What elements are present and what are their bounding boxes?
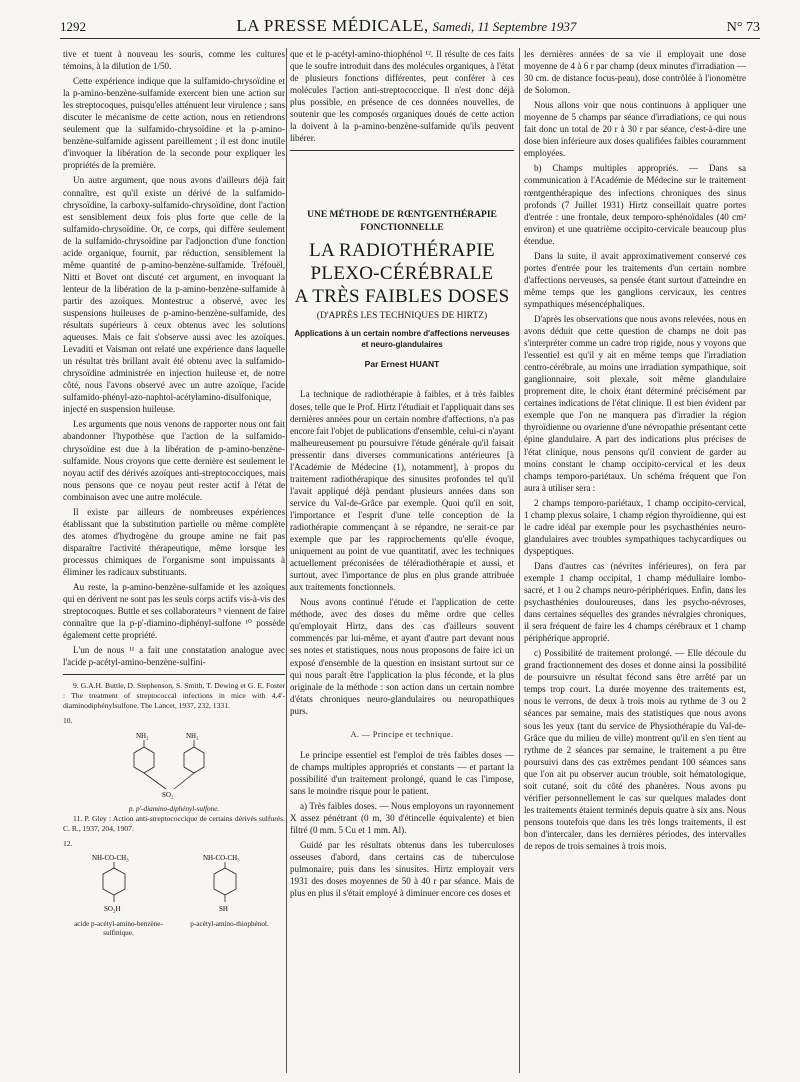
so2h-label: SO₂H <box>103 905 120 914</box>
title-line: PLEXO-CÉRÉBRALE <box>310 263 494 285</box>
byline: Par Ernest HUANT <box>364 359 440 370</box>
paragraph: que et le p-acétyl-amino-thiophénol ¹². Il résulte de ces faits que le soufre introduit dans des molécules organiques, à l'état de plusieurs fonctions différentes, peut conférer à ces molécules l'action anti-streptococcique. Il n'est donc déjà plus possible, en présence de ces données nouvelles, de soutenir que les composés organiques doués de cette action la doivent à la p-amino-benzène-sulfamide qu'ils peuvent libérer. <box>290 49 514 144</box>
formula-captions <box>63 920 285 938</box>
paragraph: Guidé par les résultats obtenus dans les tuberculoses osseuses d'abord, dans certains cas de tuberculose pulmonaire, puis dans les sinusites. Hirtz employait vers 1931 des doses moyennes de 50 à 40 r par séance. Mais de plus en plus il s'était employé à diminuer encore ces doses et <box>290 840 514 899</box>
footnote-10 <box>63 714 285 814</box>
paragraph: a) Très faibles doses. — Nous employons un rayonnement X assez pénétrant (0 m, 30 d'étincelle équivalente) et bien filtré (0 mm. 5 Cu et 1 mm. Al). <box>290 800 514 836</box>
column-rule <box>519 48 520 1073</box>
paragraph: Nous avons continué l'étude et l'application de cette méthode, avec des doses du même ordre que celles qu'employait Hirtz, dans des cas d'ailleurs souvent commencés par lui-même, et ayant d'autre part devant nous ses notes et statistiques, nous nous proposons de faire ici un exposé d'ensemble de la question en insistant surtout sur ce qui nous paraît être l'application la plus féconde, et la plus originale de la méthode : son action dans un certain nombre d'états chroniques neuro-glandulaires ou neuropathiques purs. <box>290 597 514 716</box>
sh-label: SH <box>218 905 228 914</box>
paragraph: les dernières années de sa vie il employait une dose moyenne de 4 à 6 r par champ (deux minutes d'irradiation — 30 cm. de distance focus-peau), dose contrôlée à l'ionomètre de Solomon. <box>524 49 746 96</box>
paragraph: Un autre argument, que nous avons d'ailleurs déjà fait connaître, est qu'il existe un dérivé de la sulfamido-chrysoïdine, la carboxy-sulfamido-chrysoïdine, dont l'action est sensiblement deux fois plus forte que celle de la sulfamido-chrysoïdine. Or, ce corps, qui diffère seulement de la sulfamido-chrysoïdine par l'adjonction d'une fonction acide organique, fournit, par réduction, sensiblement la même quantité de p-amino-benzène-sulfamide. Tréfouël, Nitti et Bovet ont discuté cet argument, en invoquant la lenteur de la libération de la p-amino-benzène-sulfamide à partir des azoïques. Montestruc a observé, avec les suspensions huileuses de p-amino-benzène-sulfamide, des résultats supérieurs à ceux obtenus avec les solutions aqueuses. Mais ce fait s'observe aussi avec les azoïques. Levaditi et Vaisman ont relaté une expérience dans laquelle un résultat très brillant avait été obtenu avec la sulfamido-chrysoïdine administrée en injection huileuse et, de notre côté, nous l'avons observé avec un autre azoïque, l'acide sulfamido-phényl-azo-naphtol-acétylamino-disulfonique, injecté en suspension huileuse. <box>63 175 285 415</box>
paragraph: Il existe par ailleurs de nombreuses expériences établissant que la substitution partielle ou même complète des atomes d'hydrogène du groupe amine ne fait pas disparaître l'activité thérapeutique, même lorsque les processus chimiques de l'organisme sont impuissants à éliminer les radicaux substituants. <box>63 506 285 577</box>
chemical-structure-icon <box>185 852 275 918</box>
formula-caption: p. p'-diamino-diphényl-sulfone. <box>128 805 220 814</box>
structural-formula-diaminodiphenylsulfone <box>63 729 285 803</box>
nhcoch3-label: NH-CO-CH₃ <box>91 854 129 863</box>
paragraph: tive et tuent à nouveau les souris, comme les cultures témoins, à la dilution de 1/50. <box>63 49 285 72</box>
nh2-label: NH₂ <box>186 732 199 741</box>
issue-number: N° 73 <box>726 20 760 35</box>
article-kicker: UNE MÉTHODE DE RŒNTGENTHÉRAPIE FONCTIONNELLE <box>307 210 497 234</box>
footnote-number: 10. <box>63 716 73 726</box>
title-line: A TRÈS FAIBLES DOSES <box>294 286 510 308</box>
nh2-label: NH₂ <box>136 732 149 741</box>
column-left <box>63 48 285 1073</box>
paragraph: Le principe essentiel est l'emploi de très faibles doses — de champs multiples appropriés et constants — et partant la possibilité d'un traitement prolongé, quand le cas l'impose, sans le moindre risque pour le patient. <box>290 749 514 796</box>
page-header <box>60 16 760 39</box>
article-title <box>290 239 514 308</box>
paragraph: Cette expérience indique que la sulfamido-chrysoïdine et la p-amino-benzène-sulfamide exercent bien une action sur les streptocoques, puisqu'elles atténuent leur virulence ; sans discuter le mécanisme de cette action, nous en retiendrons seulement que la sulfamido-chrysoïdine et la p-amino-benzène-sulfamide agissent pareillement ; il est donc inutile d'invoquer la libération de la seconde pour expliquer les propriétés de la première. <box>63 76 285 171</box>
nhcoch3-label: NH-CO-CH₃ <box>202 854 240 863</box>
section-heading: A. — Principe et technique. <box>350 729 454 739</box>
paragraph: D'après les observations que nous avons relevées, nous en avons déduit que cette question de champs ne doit pas s'interpréter comme un cadre trop rigide, nous y voyons que l'essentiel est qu'il y ait en même temps que l'irradiation centro-cérébrale, au moins une irradiation sympathique, soit ganglionnaire, soit plexale, soit même glandulaire proprement dite, le choix étant déterminé précisément par certaines indications de l'état clinique. Il est bien évident par exemple que l'on ne manquera pas d'irradier la région thyroïdienne ou ovarienne d'une névropathie présentant cette épine glandulaire. A part des indications plus précises de l'état clinique, nous pensons qu'il convient de garder au moins constant le champ occipito-cervical et les deux champs temporo-pariétaux. Un schéma fréquent que l'on aura à utiliser sera : <box>524 313 746 493</box>
chemical-structure-icon <box>114 729 234 803</box>
column-right <box>524 48 746 1073</box>
issue-date: Samedi, 11 Septembre 1937 <box>432 19 577 34</box>
paragraph: Dans la suite, il avait approximativement conservé ces portes d'entrée pour les traitements d'un certain nombre d'affections nerveuses, sa pensée étant surtout d'atteindre en même temps que les ganglions cervicaux, les centres sympathiques mésencéphaliques. <box>524 250 746 309</box>
footnote-12 <box>63 837 285 938</box>
paragraph: c) Possibilité de traitement prolongé. — Elle découle du grand fractionnement des doses et donne ainsi la possibilité de poursuivre un résultat fécond sans être arrêté par un temps trop court. La durée moyenne des traitements est, nous le verrons, de deux à trois mois au rythme de 3 ou 2 séances par semaine, mais des statistiques que nous avons sous les yeux (tant du service de Physiothérapie du Val-de-Grâce que du milieu de ville) montrent qu'il en s'en tient au rythme de 2 séances par semaine, le traitement a pu être poursuivi dans des cas extrêmes pendant 100 séances sans que l'on ait pu observer aucun trouble, soit hématologique, soit cutané, soit du côté des phanères. Nous avons pu vérifier personnellement le cas sur quelques malades dont les traitements étaient terminés depuis quatre à six ans. Nous pensons toutefois que dans les très longs traitements, il est bon d'intercaler, dans les dernières périodes, des intervalles de repos de trois semaines à trois mois. <box>524 648 746 851</box>
paragraph: Les arguments que nous venons de rapporter nous ont fait abandonner l'hypothèse que l'action de la sulfamido-chrysoïdine est due à la libération de p-amino-benzène-sulfamide. Nous croyons que cette dernière est seulement le noyau actif des dérivés azoïques anti-streptococciques, mais nous pensons que ce noyau peut rester actif à l'état de combinaison avec une autre molécule. <box>63 419 285 502</box>
paragraph: b) Champs multiples appropriés. — Dans sa communication à l'Académie de Médecine sur le traitement rœntgenthérapique des infections chroniques des sinus profonds (7 Juillet 1931) Hirtz conseillait quatre portes d'entrée : une frontale, deux temporo-sphénoïdales (40 cm² environ) et une quatrième occipito-cervicale beaucoup plus étendue. <box>524 163 746 246</box>
paragraph: 2 champs temporo-pariétaux, 1 champ occipito-cervical, 1 champ plexus solaire, 1 champ région thyroïdienne, qui est le cadre idéal par exemple pour les psychasthénies neuro-glandulaires avec troubles sympathiques tachycardiques ou dyspeptiques. <box>524 497 746 556</box>
paragraph: Nous allons voir que nous continuons à appliquer une moyenne de 5 champs par séance d'irradiations, ce qui nous fait donc un total de 20 r à 30 r par séance, c'est-à-dire une dose bien inférieure aux doses qualifiées faibles couramment employées. <box>524 100 746 159</box>
paragraph: L'un de nous ¹¹ a fait une constatation analogue avec l'acide p-acétyl-amino-benzène-sulfini- <box>63 645 285 668</box>
article-deck: Applications à un certain nombre d'affections nerveuses et neuro-glandulaires <box>294 329 510 350</box>
chemical-structure-icon <box>74 852 164 918</box>
paragraph: Dans d'autres cas (névrites inférieures), on fera par exemple 1 champ occipital, 1 champ médullaire lombo-sacré, et 1 ou 2 champs neuro-périphériques. Enfin, dans les psychasthénies douloureuses, dans les psycho-névroses, dans certaines séquelles des grandes névralgies chroniques, il sera fréquent de faire les 4 champs cérébraux et 1 champ périphérique approprié. <box>524 560 746 644</box>
formula-caption: acide p-acétyl-amino-benzène-sulfinique. <box>74 920 163 938</box>
structural-formulas-12 <box>63 852 285 918</box>
so2-label: SO₂ <box>162 791 174 800</box>
formula-caption: p-acétyl-amino-thiophénol. <box>190 920 269 929</box>
journal-title: LA PRESSE MÉDICALE, <box>236 16 429 35</box>
footnote-11: 11. P. Gley : Action anti-streptococcique de certains dérivés sulfurés. C. R., 1937, 204, 1907. <box>63 814 285 834</box>
article-subtitle: (D'APRÈS LES TECHNIQUES DE HIRTZ) <box>316 311 488 322</box>
column-rule <box>286 48 287 1073</box>
title-line: LA RADIOTHÉRAPIE <box>309 240 495 262</box>
page-number: 1292 <box>60 19 86 34</box>
column-middle <box>290 48 514 1073</box>
footnote-rule <box>63 674 285 675</box>
footnote-9: 9. G.A.H. Buttle, D. Stephenson, S. Smith, T. Dewing et G. E. Foster : The treatment of streptococcal infections in mice with 4,4'-diaminodiphénylsulfone. The Lancet, 1937, 232, 1331. <box>63 681 285 711</box>
footnote-number: 12. <box>63 839 73 849</box>
paragraph: Au reste, la p-amino-benzène-sulfamide et les azoïques qui en dérivent ne sont pas les seuls corps actifs vis-à-vis des streptocoques. Buttle et ses collaborateurs ⁹ viennent de faire connaître que la p-p'-diamino-diphényl-sulfone ¹⁰ possède également cette propriété. <box>63 582 285 641</box>
article-separator <box>290 150 514 151</box>
paragraph: La technique de radiothérapie à faibles, et à très faibles doses, telle que le Prof. Hirtz l'étudiait et l'appliquait dans ses dernières années pour un certain nombre d'affections, n'a pas encore fait l'objet de publications d'ensemble, celui-ci n'ayant malheureusement pu poursuivre l'étude générale qu'il faisait pressentir dans diverses communications antérieures [à l'Académie de Médecine (1), notamment], à propos du traitement radiothérapique des sinusites profondes tel qu'il l'avait appliqué déjà pendant plusieurs années dans son service du Val-de-Grâce par exemple. Quoi qu'il en soit, l'importance et l'esprit d'une telle conception de la radiothérapie commençant à se répandre, ne serait-ce par exemple que par les rapprochements qu'elle évoque, uniquement au point de vue quantitatif, avec les techniques actuellement préconisées de téléradiothérapie et aussi, et surtout, avec l'importance de plus en plus grande attribuée aux traitements fonctionnels. <box>290 389 514 593</box>
masthead <box>236 16 576 36</box>
